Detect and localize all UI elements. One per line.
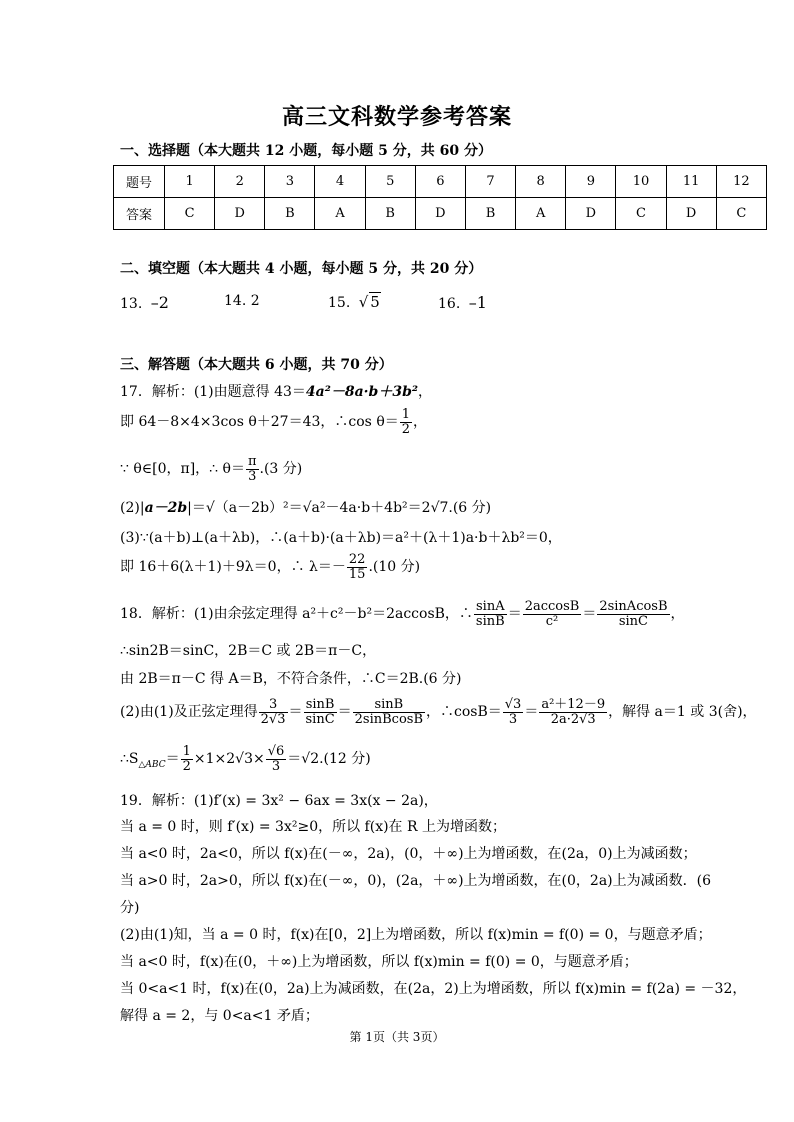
table-cell: 10	[616, 166, 666, 198]
fill-answer-13: 13. –2	[120, 293, 169, 312]
p18-line-5: $\therefore S_{\triangle ABC}=$ $\frac{1}{2}$ ×1×2√3× $\frac{√6}{3}$ ＝√2.(12 分)	[120, 744, 371, 774]
row-header: 答案	[114, 198, 165, 230]
table-cell: D	[566, 198, 616, 230]
fraction: $\frac{\pi}{3}$	[247, 454, 257, 484]
table-cell: 5	[365, 166, 415, 198]
section-2-heading: 二、填空题（本大题共 4 小题，每小题 5 分，共 20 分）	[120, 261, 483, 277]
p19-line-7: 当 a<0 时，f(x)在(0，＋∞)上为增函数，所以 f(x)min = f(0) = 0，与题意矛盾；	[120, 954, 638, 970]
table-cell: C	[616, 198, 666, 230]
table-cell: 9	[566, 166, 616, 198]
table-cell: B	[365, 198, 415, 230]
answer-table	[113, 165, 767, 230]
table-cell: A	[315, 198, 365, 230]
section-3-heading: 三、解答题（本大题共 6 小题，共 70 分）	[120, 357, 393, 373]
p19-line-2: 当 a = 0 时，则 f′(x) = 3x²≥0，所以 f(x)在 R 上为增函数；	[120, 819, 506, 835]
p19-line-1: 19．解析：(1)f′(x) = 3x² − 6ax = 3x(x − 2a)，	[120, 793, 438, 809]
table-cell: D	[215, 198, 265, 230]
p17-line-5: (3)∵(a＋b)⊥(a＋λb)，∴(a＋b)·(a＋λb)＝a²＋(λ＋1)a·b＋λb²＝0，	[120, 530, 562, 546]
table-cell: 7	[465, 166, 515, 198]
page-footer: 第 1页（共 3页）	[349, 1030, 445, 1044]
p18-line-1: 18．解析：(1)由余弦定理得 a²＋c²－b²＝2accosB，∴ $\frac{\sin A}{\sin B}$ ＝ $\frac{2accosB}{\text{c²}}$ ＝ $\frac{\text{2sinAcosB}}{\sin C}$ ，	[120, 599, 685, 629]
fraction: $\frac{\sin B}{\text{2sinBcosB}}$	[354, 697, 424, 727]
p17-line-3: ∵ θ∈[0，π]，∴ θ＝ $\frac{\pi}{3}$ .(3 分)	[120, 454, 303, 484]
table-cell: 4	[315, 166, 365, 198]
p19-line-6: (2)由(1)知，当 a = 0 时，f(x)在[0，2]上为增函数，所以 f(x)min = f(0) = 0，与题意矛盾；	[120, 927, 712, 943]
fraction: $\frac{2accosB}{\text{c²}}$	[524, 599, 580, 629]
table-row	[114, 166, 767, 198]
fill-answer-14: 14. 2	[224, 293, 260, 309]
p18-line-4: (2)由(1)及正弦定理得 $\frac{3}{2√3}$ ＝ $\frac{\sin B}{\sin C}$ ＝ $\frac{\sin B}{\text{2sinBcosB}}$ ，∴cosB＝ $\frac{√3}{3}$ ＝ $\frac{\text{a²＋12－9}}{2a\cdot 2√3}$ ，解得 a＝1 或 3(舍)，	[120, 697, 757, 727]
p17-line-6: 即 16＋6(λ＋1)＋9λ＝0，∴ λ＝－ $\frac{22}{15}$ .(10 分)	[120, 552, 421, 582]
table-cell: B	[465, 198, 515, 230]
fraction: $\frac{\sin B}{\sin C}$	[305, 697, 335, 727]
fraction: $\frac{\text{a²＋12－9}}{2a\cdot 2√3}$	[541, 697, 606, 727]
table-cell: C	[716, 198, 766, 230]
fraction: $\frac{√3}{3}$	[504, 697, 522, 727]
row-header: 题号	[114, 166, 165, 198]
p19-line-3: 当 a<0 时，2a<0，所以 f(x)在(－∞，2a)，(0，＋∞)上为增函数，在(2a，0)上为减函数；	[120, 846, 697, 862]
table-cell: A	[516, 198, 566, 230]
fraction: $\frac{1}{2}$	[401, 407, 411, 437]
p19-line-5: 分)	[120, 900, 140, 916]
fraction: $\frac{3}{2√3}$	[260, 697, 286, 727]
table-cell: 6	[415, 166, 465, 198]
table-row	[114, 198, 767, 230]
p19-line-8: 当 0<a<1 时，f(x)在(0，2a)上为减函数，在(2a，2)上为增函数，所以 f(x)min = f(2a) = －32，	[120, 981, 747, 997]
table-cell: D	[666, 198, 716, 230]
table-cell: C	[165, 198, 215, 230]
section-1-heading: 一、选择题（本大题共 12 小题，每小题 5 分，共 60 分）	[120, 143, 492, 159]
page-title: 高三文科数学参考答案	[281, 104, 512, 130]
fraction: $\frac{22}{15}$	[348, 552, 366, 582]
fraction: $\frac{1}{2}$	[182, 744, 191, 774]
fill-answer-15: 15. √ 5	[328, 293, 380, 311]
p17-line-1: 17．解析：(1)由题意得 43＝4a²－8a·b＋3b²，	[120, 384, 433, 400]
fraction: $\frac{√6}{3}$	[267, 744, 285, 774]
p17-line-4: (2)|a－2b|＝√（a－2b）²＝√a²－4a·b＋4b²＝2√7.(6 分)	[120, 500, 492, 516]
p19-line-9: 解得 a = 2，与 0<a<1 矛盾；	[120, 1008, 319, 1024]
p18-line-3: 由 2B＝π－C 得 A＝B，不符合条件，∴C＝2B.(6 分)	[120, 671, 462, 687]
table-cell: 12	[716, 166, 766, 198]
fill-answer-16: 16. –1	[438, 293, 487, 312]
table-cell: B	[265, 198, 315, 230]
table-cell: 1	[165, 166, 215, 198]
table-cell: D	[415, 198, 465, 230]
table-cell: 11	[666, 166, 716, 198]
p19-line-4: 当 a>0 时，2a>0，所以 f(x)在(－∞，0)，(2a，＋∞)上为增函数，在(0，2a)上为减函数．(6	[120, 873, 712, 889]
fraction: $\frac{\text{2sinAcosB}}{\sin C}$	[599, 599, 668, 629]
table-cell: 3	[265, 166, 315, 198]
table-cell: 8	[516, 166, 566, 198]
p17-line-2: 即 64－8×4×3cos θ＋27＝43，∴cos θ＝ $\frac{1}{2}$ ，	[120, 407, 428, 437]
table-cell: 2	[215, 166, 265, 198]
p18-line-2: ∴sin2B＝sinC，2B＝C 或 2B＝π－C，	[120, 643, 377, 659]
fraction: $\frac{\sin A}{\sin B}$	[475, 599, 505, 629]
